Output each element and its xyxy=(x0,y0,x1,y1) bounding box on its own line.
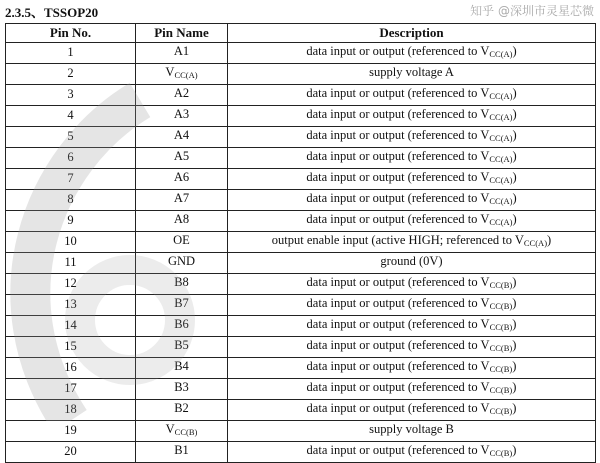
pin-name-text: B3 xyxy=(174,379,189,394)
description-end: ) xyxy=(512,169,517,184)
section-title: 2.3.5、TSSOP20 xyxy=(5,5,99,20)
description-text: data input or output (referenced to V xyxy=(306,85,490,100)
description-end: ) xyxy=(512,400,517,415)
pin-name-text: OE xyxy=(173,232,190,247)
description-text: data input or output (referenced to V xyxy=(306,211,490,226)
pin-name-text: B8 xyxy=(174,274,189,289)
description-text: data input or output (referenced to V xyxy=(306,295,490,310)
description-subscript: CC(B) xyxy=(489,363,513,374)
pin-name xyxy=(136,168,228,189)
pin-name xyxy=(136,378,228,399)
table-row xyxy=(6,273,596,294)
pin-description xyxy=(228,63,596,84)
description-subscript: CC(B) xyxy=(489,342,513,353)
pin-no: 15 xyxy=(6,336,136,357)
description-end: ) xyxy=(512,127,517,142)
pin-description xyxy=(228,231,596,252)
description-text: ground (0V) xyxy=(380,253,443,268)
description-text: data input or output (referenced to V xyxy=(306,274,490,289)
pin-description xyxy=(228,168,596,189)
description-text: data input or output (referenced to V xyxy=(306,316,490,331)
pin-no: 14 xyxy=(6,315,136,336)
description-text: supply voltage A xyxy=(369,64,454,79)
table-row xyxy=(6,210,596,231)
pin-name xyxy=(136,126,228,147)
pin-name xyxy=(136,336,228,357)
pin-no: 11 xyxy=(6,252,136,273)
pin-description xyxy=(228,210,596,231)
pin-name xyxy=(136,399,228,420)
pin-name-text: A8 xyxy=(173,211,190,226)
description-end: ) xyxy=(512,379,517,394)
description-subscript: CC(B) xyxy=(489,405,513,416)
table-row xyxy=(6,399,596,420)
description-subscript: CC(A) xyxy=(489,174,513,185)
pin-name-text: V xyxy=(165,421,175,436)
description-end: ) xyxy=(512,358,517,373)
description-end: ) xyxy=(512,106,517,121)
pin-name-text: B5 xyxy=(174,337,189,352)
pin-description xyxy=(228,273,596,294)
pin-no: 20 xyxy=(6,441,136,462)
description-end: ) xyxy=(512,43,517,58)
pin-table xyxy=(5,23,596,463)
table-row xyxy=(6,315,596,336)
pin-name-text: A6 xyxy=(173,169,190,184)
pin-name xyxy=(136,252,228,273)
description-subscript: CC(B) xyxy=(489,384,513,395)
description-text: data input or output (referenced to V xyxy=(306,106,490,121)
header-pin-no: Pin No. xyxy=(6,24,136,43)
pin-no: 2 xyxy=(6,63,136,84)
pin-no: 19 xyxy=(6,420,136,441)
pin-name-text: A7 xyxy=(173,190,190,205)
pin-no: 12 xyxy=(6,273,136,294)
description-end: ) xyxy=(512,274,517,289)
table-row xyxy=(6,252,596,273)
pin-table-body xyxy=(6,42,596,462)
pin-name xyxy=(136,189,228,210)
pin-name xyxy=(136,105,228,126)
header-pin-name: Pin Name xyxy=(136,24,228,43)
description-end: ) xyxy=(512,148,517,163)
pin-no: 9 xyxy=(6,210,136,231)
description-text: data input or output (referenced to V xyxy=(306,169,490,184)
description-subscript: CC(A) xyxy=(489,90,513,101)
description-subscript: CC(A) xyxy=(489,48,513,59)
pin-name-text: A5 xyxy=(173,148,190,163)
description-subscript: CC(B) xyxy=(489,447,513,458)
description-end: ) xyxy=(512,442,517,457)
description-end: ) xyxy=(512,190,517,205)
pin-description xyxy=(228,441,596,462)
pin-no: 5 xyxy=(6,126,136,147)
description-text: data input or output (referenced to V xyxy=(306,337,490,352)
description-subscript: CC(A) xyxy=(489,132,513,143)
pin-description xyxy=(228,147,596,168)
description-text: data input or output (referenced to V xyxy=(306,400,490,415)
pin-description xyxy=(228,336,596,357)
description-subscript: CC(A) xyxy=(489,153,513,164)
pin-description xyxy=(228,252,596,273)
pin-name xyxy=(136,294,228,315)
pin-name xyxy=(136,273,228,294)
pin-no: 18 xyxy=(6,399,136,420)
description-end: ) xyxy=(512,85,517,100)
pin-description xyxy=(228,357,596,378)
pin-name-text: A1 xyxy=(173,43,190,58)
pin-no: 4 xyxy=(6,105,136,126)
description-text: data input or output (referenced to V xyxy=(306,358,490,373)
description-text: data input or output (referenced to V xyxy=(306,127,490,142)
pin-no: 1 xyxy=(6,42,136,63)
description-text: data input or output (referenced to V xyxy=(306,379,490,394)
pin-no: 16 xyxy=(6,357,136,378)
pin-description xyxy=(228,105,596,126)
pin-description xyxy=(228,189,596,210)
pin-description xyxy=(228,315,596,336)
pin-name xyxy=(136,147,228,168)
pin-name-text: B1 xyxy=(174,442,189,457)
table-row xyxy=(6,168,596,189)
description-subscript: CC(B) xyxy=(489,279,513,290)
description-text: output enable input (active HIGH; referenced to V xyxy=(271,232,524,247)
table-row xyxy=(6,441,596,462)
pin-name-text: B7 xyxy=(174,295,189,310)
table-row xyxy=(6,378,596,399)
pin-description xyxy=(228,399,596,420)
description-text: data input or output (referenced to V xyxy=(306,442,490,457)
pin-name xyxy=(136,210,228,231)
table-row xyxy=(6,63,596,84)
table-row xyxy=(6,126,596,147)
pin-name-text: B2 xyxy=(174,400,189,415)
table-row xyxy=(6,420,596,441)
pin-no: 6 xyxy=(6,147,136,168)
pin-description xyxy=(228,294,596,315)
description-end: ) xyxy=(512,316,517,331)
description-subscript: CC(B) xyxy=(489,321,513,332)
description-subscript: CC(B) xyxy=(489,300,513,311)
pin-name xyxy=(136,441,228,462)
pin-name xyxy=(136,231,228,252)
pin-name-text: V xyxy=(165,64,175,79)
pin-name xyxy=(136,315,228,336)
table-header xyxy=(6,24,596,43)
description-subscript: CC(A) xyxy=(489,216,513,227)
description-end: ) xyxy=(512,337,517,352)
pin-name-text: B4 xyxy=(174,358,189,373)
table-row xyxy=(6,231,596,252)
description-text: data input or output (referenced to V xyxy=(306,190,490,205)
pin-description xyxy=(228,420,596,441)
pin-name-text: A2 xyxy=(173,85,190,100)
description-text: supply voltage B xyxy=(369,421,454,436)
pin-name xyxy=(136,357,228,378)
table-row xyxy=(6,84,596,105)
pin-no: 7 xyxy=(6,168,136,189)
pin-name-text: GND xyxy=(167,253,196,268)
table-row xyxy=(6,42,596,63)
pin-no: 3 xyxy=(6,84,136,105)
pin-no: 17 xyxy=(6,378,136,399)
table-row xyxy=(6,147,596,168)
description-end: ) xyxy=(547,232,552,247)
pin-name-text: A3 xyxy=(173,106,190,121)
description-subscript: CC(A) xyxy=(489,111,513,122)
pin-name xyxy=(136,84,228,105)
description-end: ) xyxy=(512,211,517,226)
table-row xyxy=(6,294,596,315)
table-row xyxy=(6,357,596,378)
pin-name-text: A4 xyxy=(173,127,190,142)
description-subscript: CC(A) xyxy=(489,195,513,206)
pin-no: 10 xyxy=(6,231,136,252)
watermark-text: 知乎 @深圳市灵星芯微 xyxy=(470,4,594,18)
table-row xyxy=(6,189,596,210)
pin-name-subscript: CC(B) xyxy=(174,426,198,437)
header-description: Description xyxy=(228,24,596,43)
description-text: data input or output (referenced to V xyxy=(306,43,490,58)
description-subscript: CC(A) xyxy=(523,237,548,248)
pin-description xyxy=(228,42,596,63)
pin-name-subscript: CC(A) xyxy=(174,69,198,80)
pin-name xyxy=(136,42,228,63)
table-row xyxy=(6,105,596,126)
pin-name xyxy=(136,420,228,441)
pin-description xyxy=(228,126,596,147)
pin-name xyxy=(136,63,228,84)
pin-no: 8 xyxy=(6,189,136,210)
pin-no: 13 xyxy=(6,294,136,315)
description-end: ) xyxy=(512,295,517,310)
pin-description xyxy=(228,378,596,399)
description-text: data input or output (referenced to V xyxy=(306,148,490,163)
table-row xyxy=(6,336,596,357)
pin-name-text: B6 xyxy=(174,316,189,331)
pin-description xyxy=(228,84,596,105)
